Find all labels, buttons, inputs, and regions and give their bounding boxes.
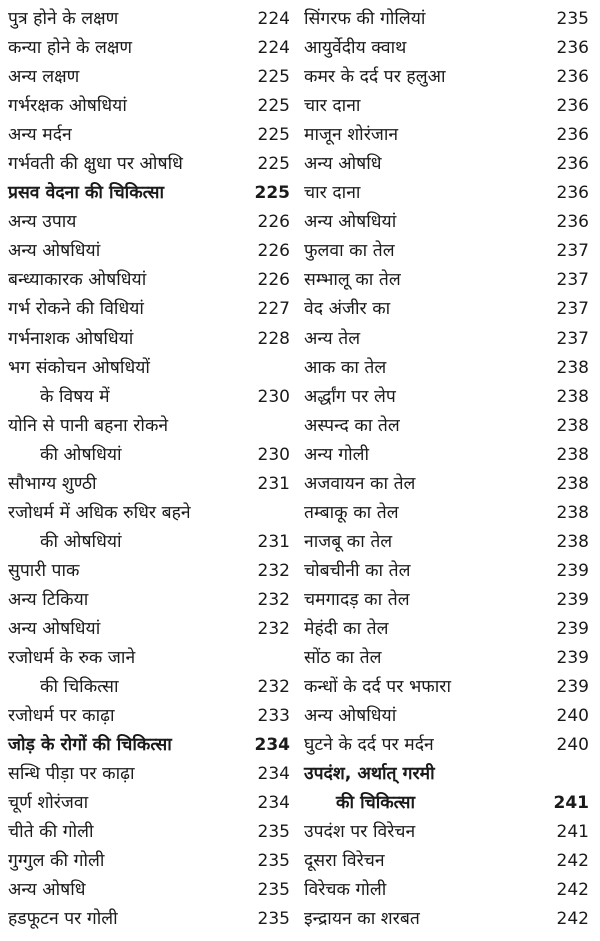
toc-entry-title: घुटने के दर्द पर मर्दन — [304, 735, 434, 756]
toc-entry-title: की ओषधियां — [40, 444, 122, 465]
toc-entry — [304, 5, 589, 34]
toc-entry-title: अन्य ओषधियां — [8, 241, 101, 262]
toc-entry-title: विरेचक गोली — [304, 880, 387, 901]
toc-entry-title: चमगादड़ का तेल — [304, 589, 410, 610]
toc-section-heading — [8, 731, 290, 760]
toc-entry-title: सन्धि पीड़ा पर काढ़ा — [8, 764, 135, 785]
toc-page-number: 236 — [556, 125, 589, 146]
toc-entry-title: अन्य टिकिया — [8, 589, 89, 610]
toc-entry — [304, 92, 589, 121]
toc-page-number: 234 — [254, 735, 290, 756]
toc-page-number: 235 — [556, 9, 589, 29]
toc-entry-title: चोबचीनी का तेल — [304, 560, 411, 581]
toc-entry — [304, 499, 589, 528]
toc-page-number: 225 — [257, 96, 290, 117]
toc-entry — [304, 121, 589, 150]
toc-page-number: 235 — [257, 880, 290, 901]
toc-entry — [8, 702, 290, 731]
toc-entry — [304, 266, 589, 295]
toc-entry — [8, 63, 290, 92]
toc-entry-title: सुपारी पाक — [8, 560, 80, 581]
toc-entry-title: अर्द्धांग पर लेप — [304, 386, 396, 407]
toc-entry — [8, 905, 290, 934]
toc-column-right — [304, 5, 589, 935]
toc-entry-title: कन्या होने के लक्षण — [8, 38, 133, 59]
toc-page-number: 226 — [257, 270, 290, 291]
toc-page-number: 226 — [257, 241, 290, 262]
toc-entry — [8, 470, 290, 499]
toc-page-number: 236 — [556, 38, 589, 59]
toc-page-number: 233 — [257, 706, 290, 727]
toc-page-number: 236 — [556, 96, 589, 117]
toc-page-number: 224 — [257, 38, 290, 59]
toc-entry — [304, 383, 589, 412]
toc-entry-title: सोंठ का तेल — [304, 648, 382, 669]
toc-page-number: 238 — [556, 415, 589, 436]
toc-page-number: 238 — [556, 531, 589, 552]
toc-page-number: 232 — [257, 618, 290, 639]
toc-entry-title: की ओषधियां — [40, 531, 122, 552]
toc-entry-title: अन्य गोली — [304, 444, 370, 465]
toc-page-number: 231 — [257, 473, 290, 494]
toc-entry — [304, 615, 589, 644]
toc-entry-title: आक का तेल — [304, 357, 387, 378]
toc-entry — [304, 354, 589, 383]
toc-page-number: 234 — [257, 793, 290, 814]
toc-entry — [8, 237, 290, 266]
toc-entry-title: की चिकित्सा — [40, 677, 119, 698]
toc-page-number: 241 — [556, 822, 589, 843]
toc-entry — [8, 266, 290, 295]
toc-entry-title: रजोधर्म में अधिक रुधिर बहने — [8, 502, 191, 523]
toc-entry-title: प्रसव वेदना की चिकित्सा — [8, 183, 165, 204]
toc-entry — [8, 325, 290, 354]
toc-entry — [304, 237, 589, 266]
toc-page-number: 236 — [556, 67, 589, 88]
toc-entry-title: रजोधर्म पर काढ़ा — [8, 706, 115, 727]
toc-page-number: 238 — [556, 502, 589, 523]
toc-entry — [8, 295, 290, 324]
toc-entry — [304, 702, 589, 731]
toc-entry — [8, 760, 290, 789]
toc-page-number: 242 — [556, 909, 589, 930]
toc-entry-title: मेहंदी का तेल — [304, 618, 389, 639]
toc-entry — [8, 354, 290, 383]
toc-entry-title: गर्भ रोकने की विधियां — [8, 299, 144, 320]
toc-page-number: 238 — [556, 473, 589, 494]
toc-entry — [8, 818, 290, 847]
toc-entry-title: उपदंश, अर्थात् गरमी — [304, 764, 435, 785]
toc-page-number: 232 — [257, 589, 290, 610]
toc-entry — [304, 412, 589, 441]
toc-entry — [8, 208, 290, 237]
toc-entry-title: गुग्गुल की गोली — [8, 851, 105, 872]
toc-entry — [8, 412, 290, 441]
toc-entry-title: अन्य तेल — [304, 328, 361, 349]
toc-page-number: 238 — [556, 386, 589, 407]
toc-page-number: 236 — [556, 183, 589, 204]
toc-entry-title: अन्य ओषधियां — [8, 618, 101, 639]
toc-entry-title: तम्बाकू का तेल — [304, 502, 399, 523]
toc-entry — [8, 5, 290, 34]
toc-entry-title: गर्भवती की क्षुधा पर ओषधि — [8, 154, 183, 175]
toc-entry — [8, 383, 290, 412]
toc-entry — [304, 731, 589, 760]
toc-entry-title: अस्पन्द का तेल — [304, 415, 400, 436]
toc-entry — [304, 673, 589, 702]
toc-page-number: 232 — [257, 677, 290, 698]
toc-page-number: 241 — [553, 793, 589, 814]
toc-entry — [8, 34, 290, 63]
toc-page-number: 236 — [556, 212, 589, 233]
toc-entry — [8, 441, 290, 470]
toc-entry — [304, 179, 589, 208]
toc-entry — [304, 150, 589, 179]
toc-entry — [304, 905, 589, 934]
toc-page-number: 239 — [556, 677, 589, 698]
toc-page-number: 239 — [556, 648, 589, 669]
toc-entry — [304, 876, 589, 905]
toc-page-number: 227 — [257, 299, 290, 320]
toc-entry-title: चूर्ण शोरंजवा — [8, 793, 89, 814]
toc-page-number: 232 — [257, 560, 290, 581]
toc-entry-title: बन्ध्याकारक ओषधियां — [8, 270, 147, 291]
toc-entry-title: अन्य ओषधियां — [304, 212, 397, 233]
toc-entry — [8, 876, 290, 905]
toc-entry-title: फुलवा का तेल — [304, 241, 395, 262]
toc-entry — [304, 441, 589, 470]
toc-entry — [304, 34, 589, 63]
toc-page-number: 225 — [257, 125, 290, 146]
toc-entry-title: हडफूटन पर गोली — [8, 909, 118, 930]
toc-section-heading — [304, 789, 589, 818]
toc-entry — [8, 557, 290, 586]
toc-page-number: 238 — [556, 444, 589, 465]
toc-page-number: 224 — [257, 9, 290, 29]
toc-section-heading — [304, 760, 589, 789]
toc-entry-title: इन्द्रायन का शरबत — [304, 909, 420, 930]
toc-entry-title: उपदंश पर विरेचन — [304, 822, 416, 843]
toc-page-number: 240 — [556, 735, 589, 756]
toc-entry-title: अन्य उपाय — [8, 212, 77, 233]
toc-page-number: 237 — [556, 299, 589, 320]
toc-page-number: 239 — [556, 589, 589, 610]
toc-entry — [8, 150, 290, 179]
toc-page-number: 228 — [257, 328, 290, 349]
toc-entry-title: सम्भालू का तेल — [304, 270, 401, 291]
toc-entry — [304, 818, 589, 847]
toc-page-number: 239 — [556, 560, 589, 581]
toc-entry — [304, 470, 589, 499]
toc-page-number: 230 — [257, 444, 290, 465]
toc-page-number: 225 — [257, 67, 290, 88]
toc-entry-title: चीते की गोली — [8, 822, 94, 843]
toc-entry-title: वेद अंजीर का — [304, 299, 391, 320]
toc-entry — [8, 615, 290, 644]
toc-entry-title: माजून शोरंजान — [304, 125, 399, 146]
toc-entry-title: की चिकित्सा — [336, 793, 416, 814]
toc-entry-title: अन्य मर्दन — [8, 125, 72, 146]
toc-entry-title: सिंगरफ की गोलियां — [304, 9, 426, 29]
toc-page-number: 234 — [257, 764, 290, 785]
toc-entry — [8, 673, 290, 702]
toc-entry — [304, 586, 589, 615]
toc-entry-title: चार दाना — [304, 183, 361, 204]
toc-page-number: 226 — [257, 212, 290, 233]
toc-entry-title: योनि से पानी बहना रोकने — [8, 415, 169, 436]
toc-entry — [304, 295, 589, 324]
toc-entry — [8, 847, 290, 876]
toc-entry — [8, 644, 290, 673]
toc-page-number: 231 — [257, 531, 290, 552]
toc-entry-title: कमर के दर्द पर हलुआ — [304, 67, 446, 88]
toc-entry-title: गर्भनाशक ओषधियां — [8, 328, 134, 349]
toc-entry-title: पुत्र होने के लक्षण — [8, 9, 119, 29]
toc-column-left — [8, 5, 290, 935]
toc-entry-title: दूसरा विरेचन — [304, 851, 385, 872]
toc-entry-title: अन्य ओषधि — [8, 880, 86, 901]
toc-entry — [8, 586, 290, 615]
toc-entry-title: अन्य ओषधियां — [304, 706, 397, 727]
toc-page-number: 225 — [254, 183, 290, 204]
toc-page-number: 235 — [257, 909, 290, 930]
toc-page-number: 235 — [257, 822, 290, 843]
toc-page-number: 225 — [257, 154, 290, 175]
toc-page-number: 230 — [257, 386, 290, 407]
toc-entry — [304, 847, 589, 876]
toc-entry-title: गर्भरक्षक ओषधियां — [8, 96, 127, 117]
toc-entry-title: के विषय में — [40, 386, 110, 407]
toc-page-number: 240 — [556, 706, 589, 727]
toc-entry-title: भग संकोचन ओषधियों — [8, 357, 150, 378]
toc-entry — [304, 557, 589, 586]
toc-entry-title: रजोधर्म के रुक जाने — [8, 648, 136, 669]
toc-entry — [304, 644, 589, 673]
toc-entry — [304, 325, 589, 354]
toc-entry-title: चार दाना — [304, 96, 361, 117]
toc-section-heading — [8, 179, 290, 208]
toc-entry — [304, 528, 589, 557]
toc-entry-title: अजवायन का तेल — [304, 473, 416, 494]
toc-page-number: 239 — [556, 618, 589, 639]
toc-entry-title: कन्धों के दर्द पर भफारा — [304, 677, 451, 698]
toc-page-number: 242 — [556, 851, 589, 872]
toc-entry — [8, 528, 290, 557]
toc-entry-title: अन्य ओषधि — [304, 154, 382, 175]
toc-page-number: 236 — [556, 154, 589, 175]
toc-page-number: 237 — [556, 270, 589, 291]
toc-entry-title: जोड़ के रोगों की चिकित्सा — [8, 735, 172, 756]
toc-entry-title: अन्य लक्षण — [8, 67, 80, 88]
toc-entry — [8, 121, 290, 150]
toc-page-number: 237 — [556, 241, 589, 262]
toc-page-number: 237 — [556, 328, 589, 349]
toc-entry — [304, 208, 589, 237]
toc-page-number: 238 — [556, 357, 589, 378]
toc-entry — [8, 789, 290, 818]
toc-entry-title: आयुर्वेदीय क्वाथ — [304, 38, 407, 59]
toc-entry — [8, 92, 290, 121]
toc-entry-title: नाजबू का तेल — [304, 531, 393, 552]
toc-page-number: 235 — [257, 851, 290, 872]
toc-entry — [8, 499, 290, 528]
toc-entry — [304, 63, 589, 92]
toc-entry-title: सौभाग्य शुण्ठी — [8, 473, 97, 494]
toc-page-number: 242 — [556, 880, 589, 901]
